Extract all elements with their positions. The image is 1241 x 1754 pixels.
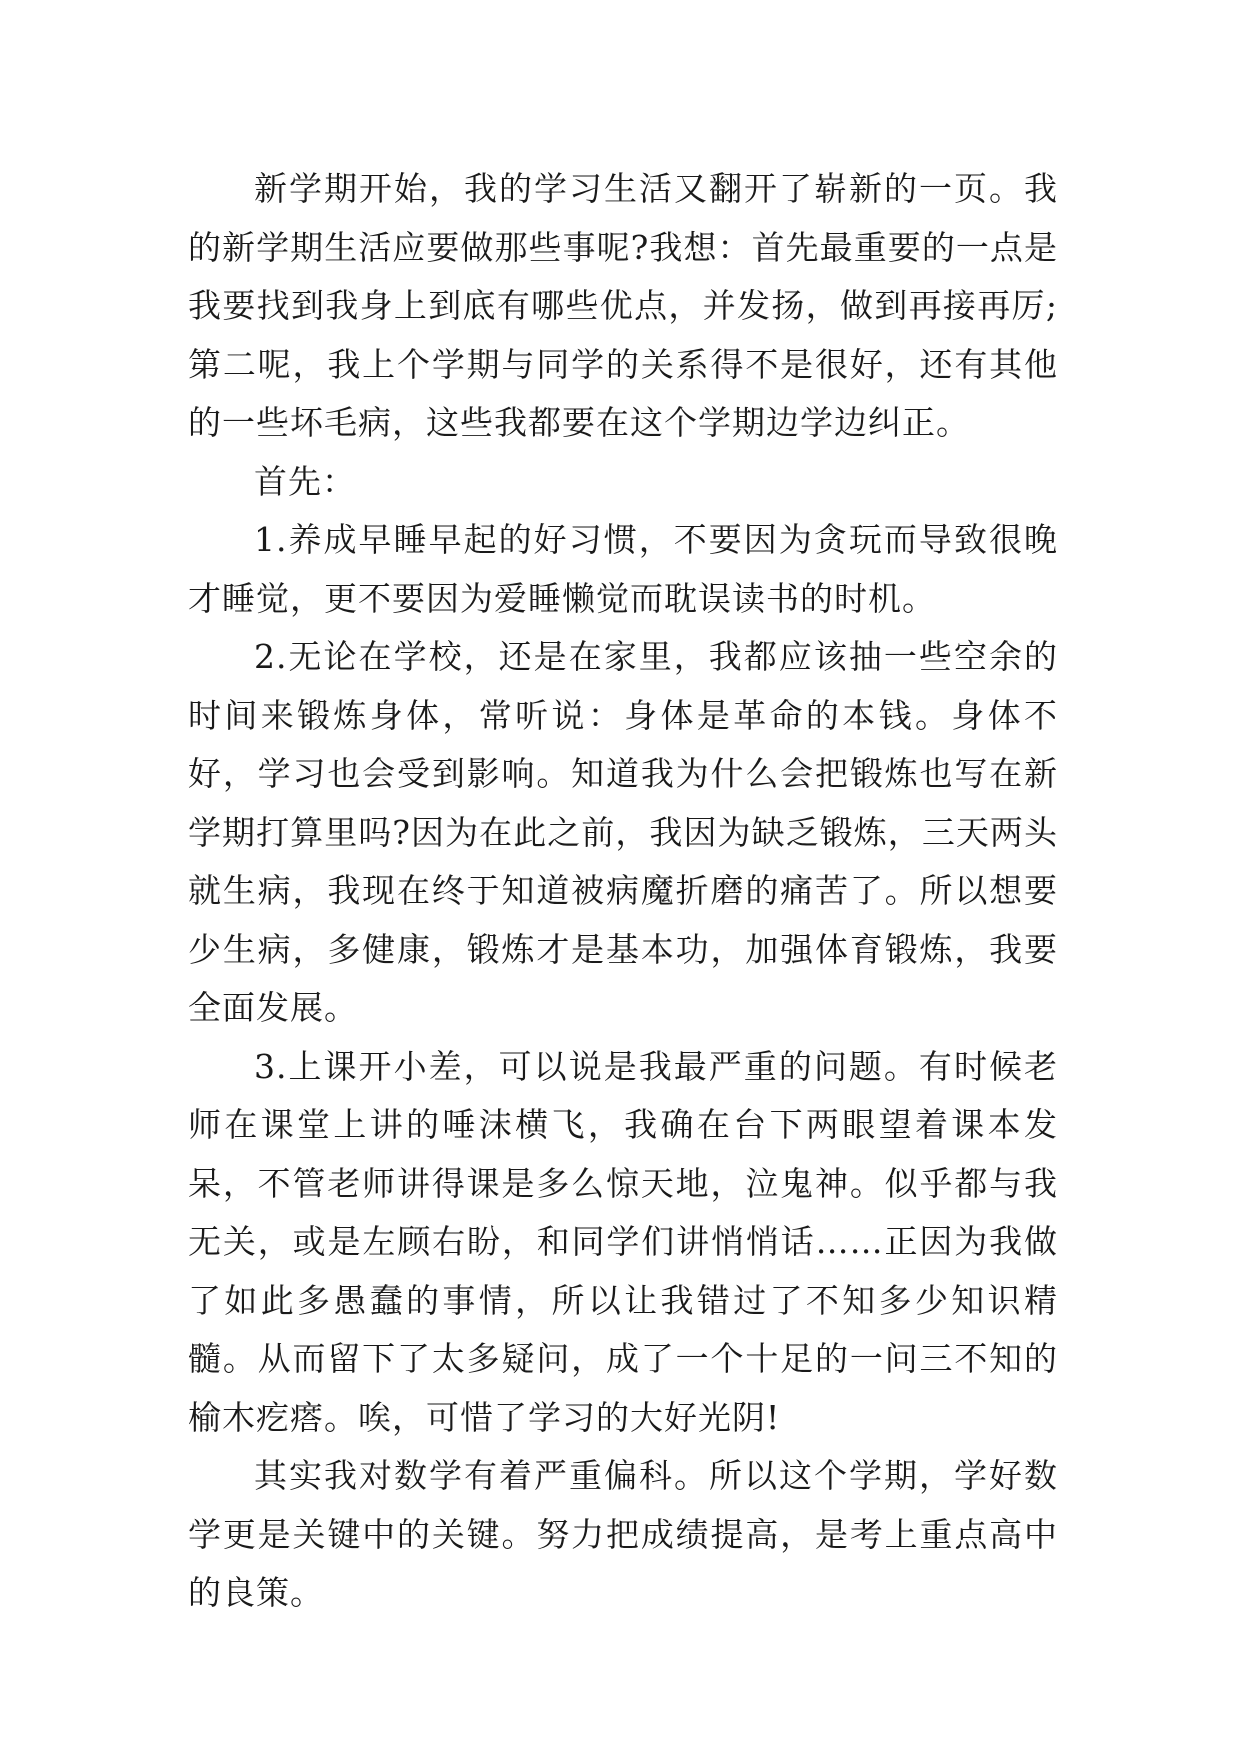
paragraph-intro: 新学期开始，我的学习生活又翻开了崭新的一页。我的新学期生活应要做那些事呢?我想：首先最重要的一点是我要找到我身上到底有哪些优点，并发扬，做到再接再厉;第二呢，我上个学期与同学的关系得不是很好，还有其他的一些坏毛病，这些我都要在这个学期边学边纠正。	[188, 169, 1058, 442]
paragraph-item-3: 3.上课开小差，可以说是我最严重的问题。有时候老师在课堂上讲的唾沫横飞，我确在台下两眼望着课本发呆，不管老师讲得课是多么惊天地，泣鬼神。似乎都与我无关，或是左顾右盼，和同学们讲悄悄话……正因为我做了如此多愚蠢的事情，所以让我错过了不知多少知识精髓。从而留下了太多疑问，成了一个十足的一问三不知的榆木疙瘩。唉，可惜了学习的大好光阴!	[188, 1046, 1058, 1437]
document-page	[188, 160, 1058, 1623]
paragraph-item-1: 1.养成早睡早起的好习惯，不要因为贪玩而导致很晚才睡觉，更不要因为爱睡懒觉而耽误读书的时机。	[188, 520, 1058, 618]
paragraph-conclusion: 其实我对数学有着严重偏科。所以这个学期，学好数学更是关键中的关键。努力把成绩提高，是考上重点高中的良策。	[188, 1456, 1058, 1612]
paragraph-item-2: 2.无论在学校，还是在家里，我都应该抽一些空余的时间来锻炼身体，常听说：身体是革命的本钱。身体不好，学习也会受到影响。知道我为什么会把锻炼也写在新学期打算里吗?因为在此之前，我因为缺乏锻炼，三天两头就生病，我现在终于知道被病魔折磨的痛苦了。所以想要少生病，多健康，锻炼才是基本功，加强体育锻炼，我要全面发展。	[188, 637, 1058, 1027]
paragraph-first-heading: 首先：	[254, 461, 356, 501]
